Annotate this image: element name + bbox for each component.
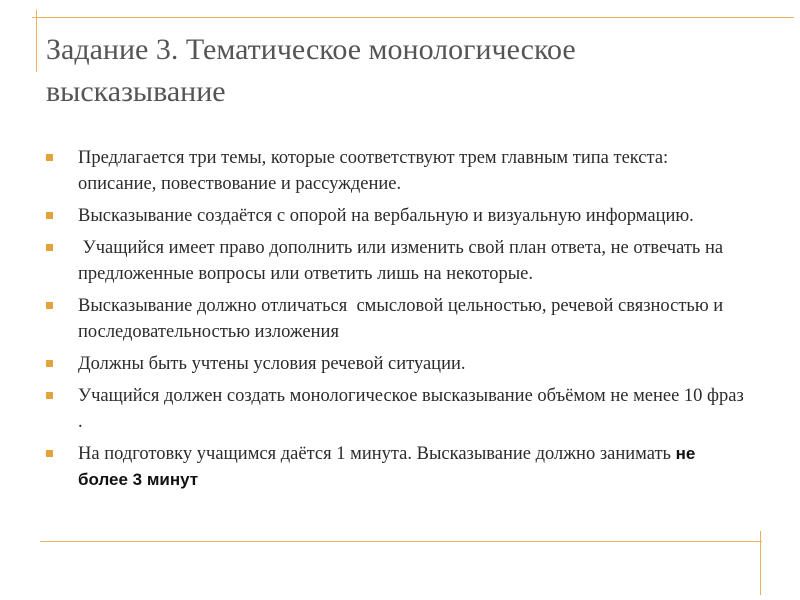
bullet-item <box>46 383 746 435</box>
square-bullet-icon <box>46 212 53 219</box>
bullet-text: Высказывание должно отличаться смысловой цельностью, речевой связностью и последовательностью изложения <box>78 296 728 342</box>
frame-line-left <box>36 10 37 72</box>
bullet-text: Учащийся должен создать монологическое высказывание объёмом не менее 10 фраз . <box>78 386 744 432</box>
bullet-text: Учащийся имеет право дополнить или изменить свой план ответа, не отвечать на предложенные вопросы или ответить лишь на некоторые. <box>78 238 728 284</box>
bullet-item <box>46 351 746 377</box>
slide-title: Задание 3. Тематическое монологическое высказывание <box>46 33 576 108</box>
square-bullet-icon <box>46 450 53 457</box>
bullet-text: На подготовку учащимся даётся 1 минута. Высказывание должно занимать <box>78 444 676 464</box>
frame-line-bottom <box>40 541 762 542</box>
bullet-item <box>46 145 746 197</box>
bullet-item <box>46 203 746 229</box>
bullet-text: Должны быть учтены условия речевой ситуации. <box>78 354 466 374</box>
bullet-text: Высказывание создаётся с опорой на вербальную и визуальную информацию. <box>78 206 694 226</box>
square-bullet-icon <box>46 302 53 309</box>
bullet-text: Предлагается три темы, которые соответствуют трем главным типа текста: описание, повествование и рассуждение. <box>78 148 669 194</box>
square-bullet-icon <box>46 244 53 251</box>
bullet-item <box>46 235 746 287</box>
frame-line-top <box>32 17 794 18</box>
square-bullet-icon <box>46 360 53 367</box>
frame-line-right <box>760 531 761 595</box>
bullet-item <box>46 293 746 345</box>
bullet-text-bold: не более 3 минут <box>78 444 696 489</box>
square-bullet-icon <box>46 392 53 399</box>
bullet-list <box>46 145 746 499</box>
square-bullet-icon <box>46 154 53 161</box>
bullet-item <box>46 441 746 493</box>
